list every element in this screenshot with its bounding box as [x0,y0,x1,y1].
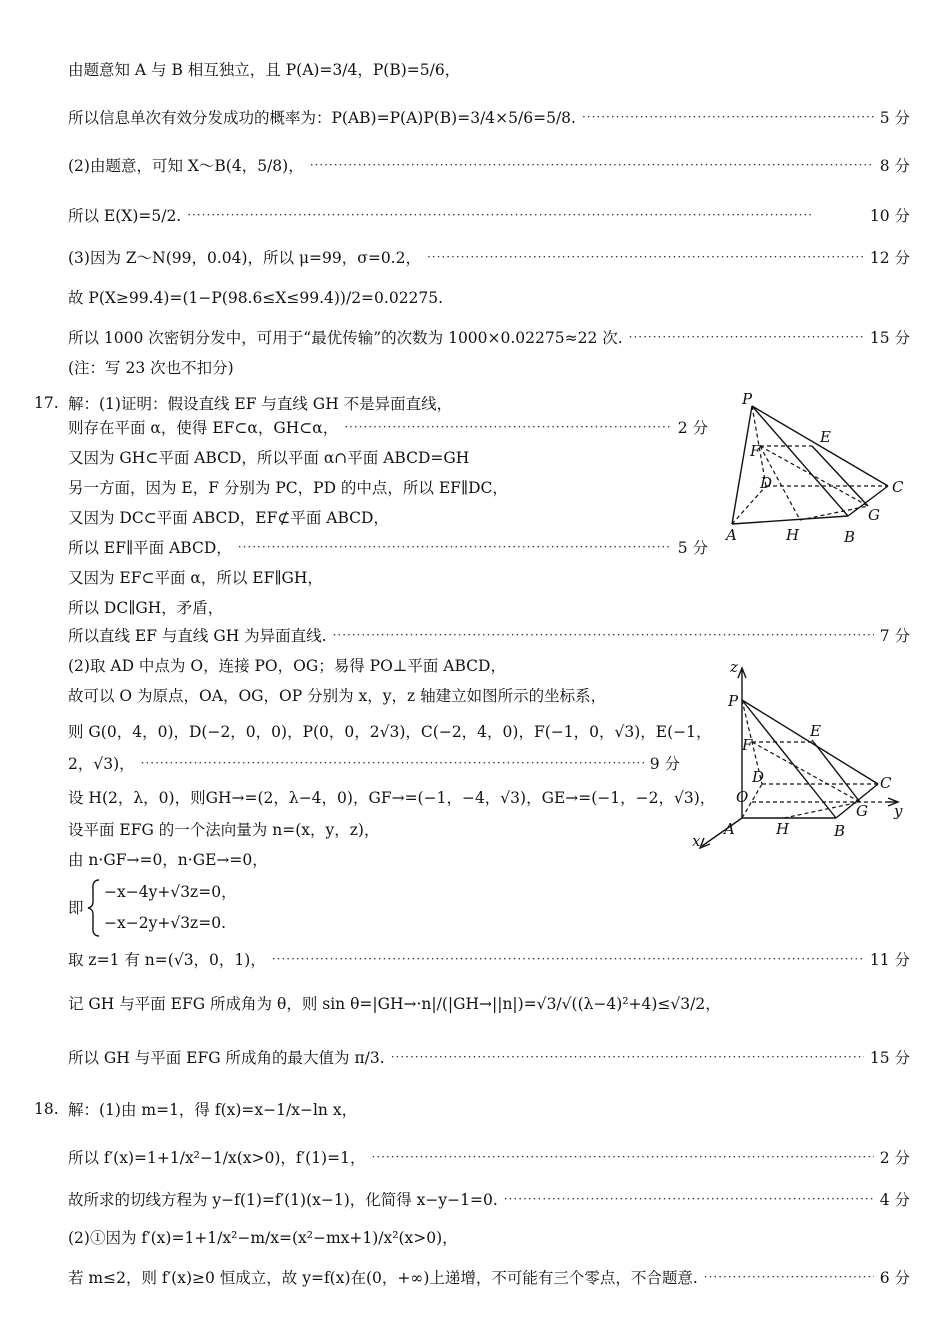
brace-icon [86,876,102,940]
text-line: 又因为 GH⊂平面 ABCD，所以平面 α∩平面 ABCD=GH [68,449,470,467]
text-line: 所以直线 EF 与直线 GH 为异面直线. ····· 7 分 [68,620,910,650]
fig1-label: H [786,526,800,544]
fig2-label: F [742,736,753,754]
fig1-label: P [742,390,753,408]
leader-dots [504,1192,874,1206]
text-line: 所以 1000 次密钥分发中，可用于“最优传输”的次数为 1000×0.02275≈22 次. ····· 15 分 [68,322,910,352]
text-line: 故 P(X≥99.4)=(1−P(98.6≤X≤99.4))/2=0.02275. [68,289,444,307]
score-label: 11 分 [869,951,910,969]
text-line: 解：(1)由 m=1，得 f(x)=x−1/x−ln x， [68,1101,358,1119]
score-label: 4 分 [879,1191,910,1209]
fig2-label: C [880,774,892,792]
text-line: (注：写 23 次也不扣分) [68,359,234,377]
text-line: 另一方面，因为 E，F 分别为 PC，PD 的中点，所以 EF∥DC， [68,479,508,497]
score-label: 8 分 [879,157,910,175]
leader-dots [582,110,874,124]
fig2-label: G [856,802,868,820]
leader-dots [391,1050,864,1064]
text-line: 解：(1)证明：假设直线 EF 与直线 GH 不是异面直线， [68,395,453,413]
text-line: 则存在平面 α，使得 EF⊂α，GH⊂α， ····· 2 分 [68,412,708,442]
question-number: 18. [34,1100,59,1118]
fig1-label: A [726,526,737,544]
leader-dots [187,208,864,222]
text-line: 故可以 O 为原点，OA，OG，OP 分别为 x，y，z 轴建立如图所示的坐标系， [68,687,607,705]
leader-dots [272,952,864,966]
text-line: 故所求的切线方程为 y−f(1)=f′(1)(x−1)，化简得 x−y−1=0. ····· 4 分 [68,1184,910,1214]
text-line: 由 n·GF→=0，n·GE→=0， [68,851,268,869]
text-line: 则 G(0，4，0)，D(−2，0，0)，P(0，0，2√3)，C(−2，4，0)，F(−1，0，√3)，E(−1， [68,723,712,741]
fig2-label: A [724,820,735,838]
text-line: 所以 E(X)=5/2. ····· 10 分 [68,200,910,230]
text-line: 所以 f′(x)=1+1/x²−1/x(x>0)，f′(1)=1， ····· 2 分 [68,1142,910,1172]
score-label: 2 分 [879,1149,910,1167]
text-line: (2)①因为 f′(x)=1+1/x²−m/x=(x²−mx+1)/x²(x>0)， [68,1229,458,1247]
score-label: 6 分 [879,1269,910,1287]
text-line: 所以信息单次有效分发成功的概率为：P(AB)=P(A)P(B)=3/4×5/6=5/8. ····· 5 分 [68,102,910,132]
leader-dots [629,330,864,344]
fig2-label: B [834,822,846,840]
score-label: 5 分 [677,539,708,557]
score-label: 15 分 [869,329,910,347]
fig2-label: y [894,802,903,820]
fig2-label: H [776,820,790,838]
text-line: (2)取 AD 中点为 O，连接 PO，OG；易得 PO⊥平面 ABCD， [68,657,506,675]
leader-dots [427,250,864,264]
fig1-label: D [760,474,773,492]
leader-dots [238,540,672,554]
fig2-label: O [736,788,749,806]
text-line: 所以 GH 与平面 EFG 所成角的最大值为 π/3. ····· 15 分 [68,1042,910,1072]
score-label: 7 分 [879,627,910,645]
leader-dots [310,158,874,172]
score-label: 15 分 [869,1049,910,1067]
leader-dots [371,1150,873,1164]
fig1-label: E [820,428,831,446]
score-label: 2 分 [677,419,708,437]
text-line: 所以 DC∥GH，矛盾， [68,599,224,617]
text-line: 又因为 DC⊂平面 ABCD，EF⊄平面 ABCD， [68,509,389,527]
fig1-label: G [868,506,880,524]
question-number: 17. [34,394,59,412]
text-line: 记 GH 与平面 EFG 所成角为 θ，则 sin θ=|GH→·n|/(|GH→||n|)=√3/√((λ−4)²+4)≤√3/2， [68,995,721,1013]
fig2-label: x [692,832,701,850]
fig1-label: F [750,442,761,460]
fig2-label: z [730,658,738,676]
text-line: (3)因为 Z～N(99，0.04)，所以 μ=99，σ=0.2， ····· 12 分 [68,242,910,272]
fig1-label: C [892,478,904,496]
text-line: 所以 EF∥平面 ABCD， ····· 5 分 [68,532,708,562]
text-line: 若 m≤2，则 f′(x)≥0 恒成立，故 y=f(x)在(0，+∞)上递增，不可能有三个零点，不合题意. ····· 6 分 [68,1262,910,1292]
score-label: 10 分 [869,207,910,225]
text-line: 取 z=1 有 n=(√3，0，1)， ····· 11 分 [68,944,910,974]
pyramid-figure [720,388,920,548]
text-line: 设平面 EFG 的一个法向量为 n=(x，y，z)， [68,821,380,839]
text-line: 又因为 EF⊂平面 α，所以 EF∥GH， [68,569,323,587]
leader-dots [141,756,644,770]
text-line: 由题意知 A 与 B 相互独立，且 P(A)=3/4，P(B)=5/6， [68,61,461,79]
score-label: 9 分 [649,755,680,773]
text-line: 设 H(2，λ，0)，则GH→=(2，λ−4，0)，GF→=(−1，−4，√3)，GE→=(−1，−2，√3)， [68,789,716,807]
fig2-label: D [752,768,765,786]
fig1-label: B [844,528,856,546]
score-label: 12 分 [869,249,910,267]
leader-dots [344,420,672,434]
fig2-label: E [810,722,821,740]
fig2-label: P [728,692,739,710]
text-line: (2)由题意，可知 X～B(4，5/8)， ····· 8 分 [68,150,910,180]
leader-dots [704,1270,874,1284]
score-label: 5 分 [879,109,910,127]
text-line: 2，√3)， ····· 9 分 [68,748,680,778]
coordinate-figure [686,656,916,856]
leader-dots [333,628,874,642]
